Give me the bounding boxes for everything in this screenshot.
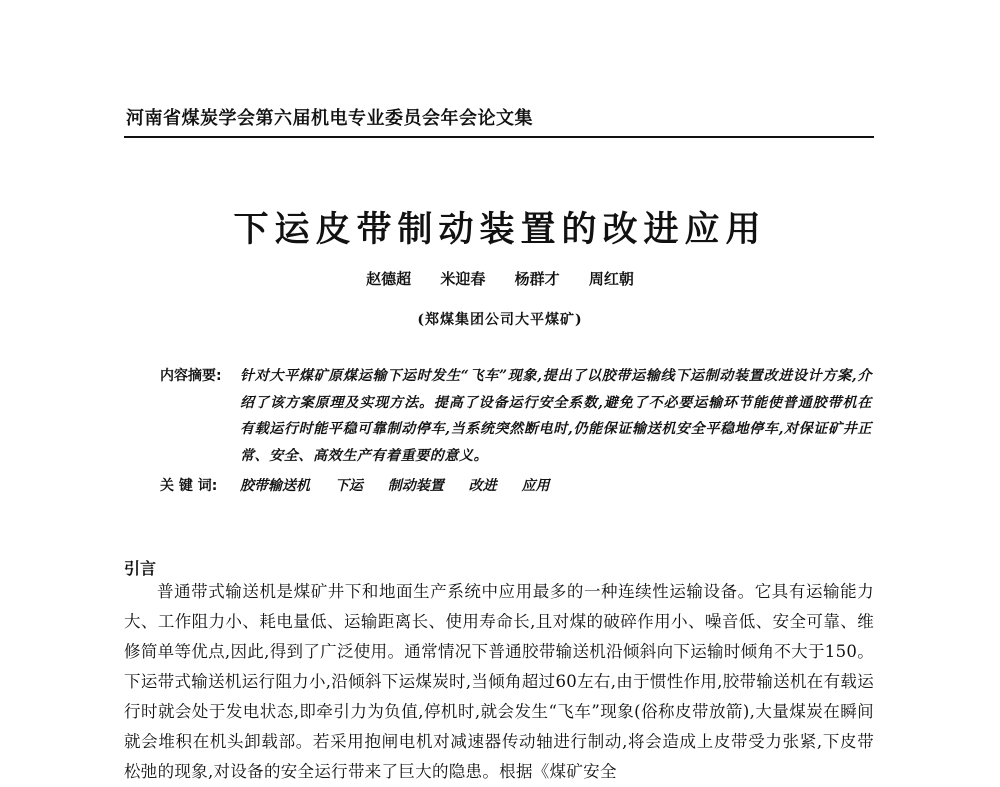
header-rule bbox=[124, 136, 874, 138]
author-list bbox=[0, 268, 1000, 289]
body-paragraph: 普通带式输送机是煤矿井下和地面生产系统中应用最多的一种连续性运输设备。它具有运输能力大、工作阻力小、耗电量低、运输距离长、使用寿命长,且对煤的破碎作用小、噪音低、安全可靠、维修简单等优点,因此,得到了广泛使用。通常情况下普通胶带输送机沿倾斜向下运输时倾角不大于150。下运带式输送机运行阻力小,沿倾斜下运煤炭时,当倾角超过60左右,由于惯性作用,胶带输送机在有载运行时就会处于发电状态,即牵引力为负值,停机时,就会发生“飞车”现象(俗称皮带放箭),大量煤炭在瞬间就会堆积在机头卸载部。若采用抱闸电机对减速器传动轴进行制动,将会造成上皮带受力张紧,下皮带松弛的现象,对设备的安全运行带来了巨大的隐患。根据《煤矿安全 bbox=[124, 582, 874, 781]
keywords-label: 关 键 词: bbox=[160, 478, 218, 494]
author-name: 周红朝 bbox=[588, 270, 634, 288]
paper-title: 下运皮带制动装置的改进应用 bbox=[233, 210, 767, 250]
abstract-label: 内容摘要: bbox=[160, 368, 222, 384]
abstract-text: 针对大平煤矿原煤运输下运时发生“飞车”现象,提出了以胶带运输线下运制动装置改进设计方案,介绍了该方案原理及实现方法。提高了设备运行安全系数,避免了不必要运输环节能使普通胶带机在有载运行时能平稳可靠制动停车,当系统突然断电时,仍能保证输送机安全平稳地停车,对保证矿井正常、安全、高效生产有着重要的意义。 bbox=[240, 368, 872, 464]
keyword: 改进 bbox=[468, 478, 497, 494]
keyword: 下运 bbox=[334, 478, 363, 494]
keyword: 制动装置 bbox=[387, 478, 444, 494]
author-name: 赵德超 bbox=[366, 270, 412, 288]
keyword: 应用 bbox=[521, 478, 550, 494]
running-head: 河南省煤炭学会第六届机电专业委员会年会论文集 bbox=[126, 108, 533, 129]
keywords-list bbox=[240, 473, 570, 499]
abstract-block bbox=[160, 363, 872, 499]
keyword: 胶带输送机 bbox=[240, 478, 310, 494]
author-name: 杨群才 bbox=[514, 270, 560, 288]
author-name: 米迎春 bbox=[440, 270, 486, 288]
affiliation: (郑煤集团公司大平煤矿) bbox=[417, 312, 583, 328]
section-heading: 引言 bbox=[124, 559, 157, 578]
